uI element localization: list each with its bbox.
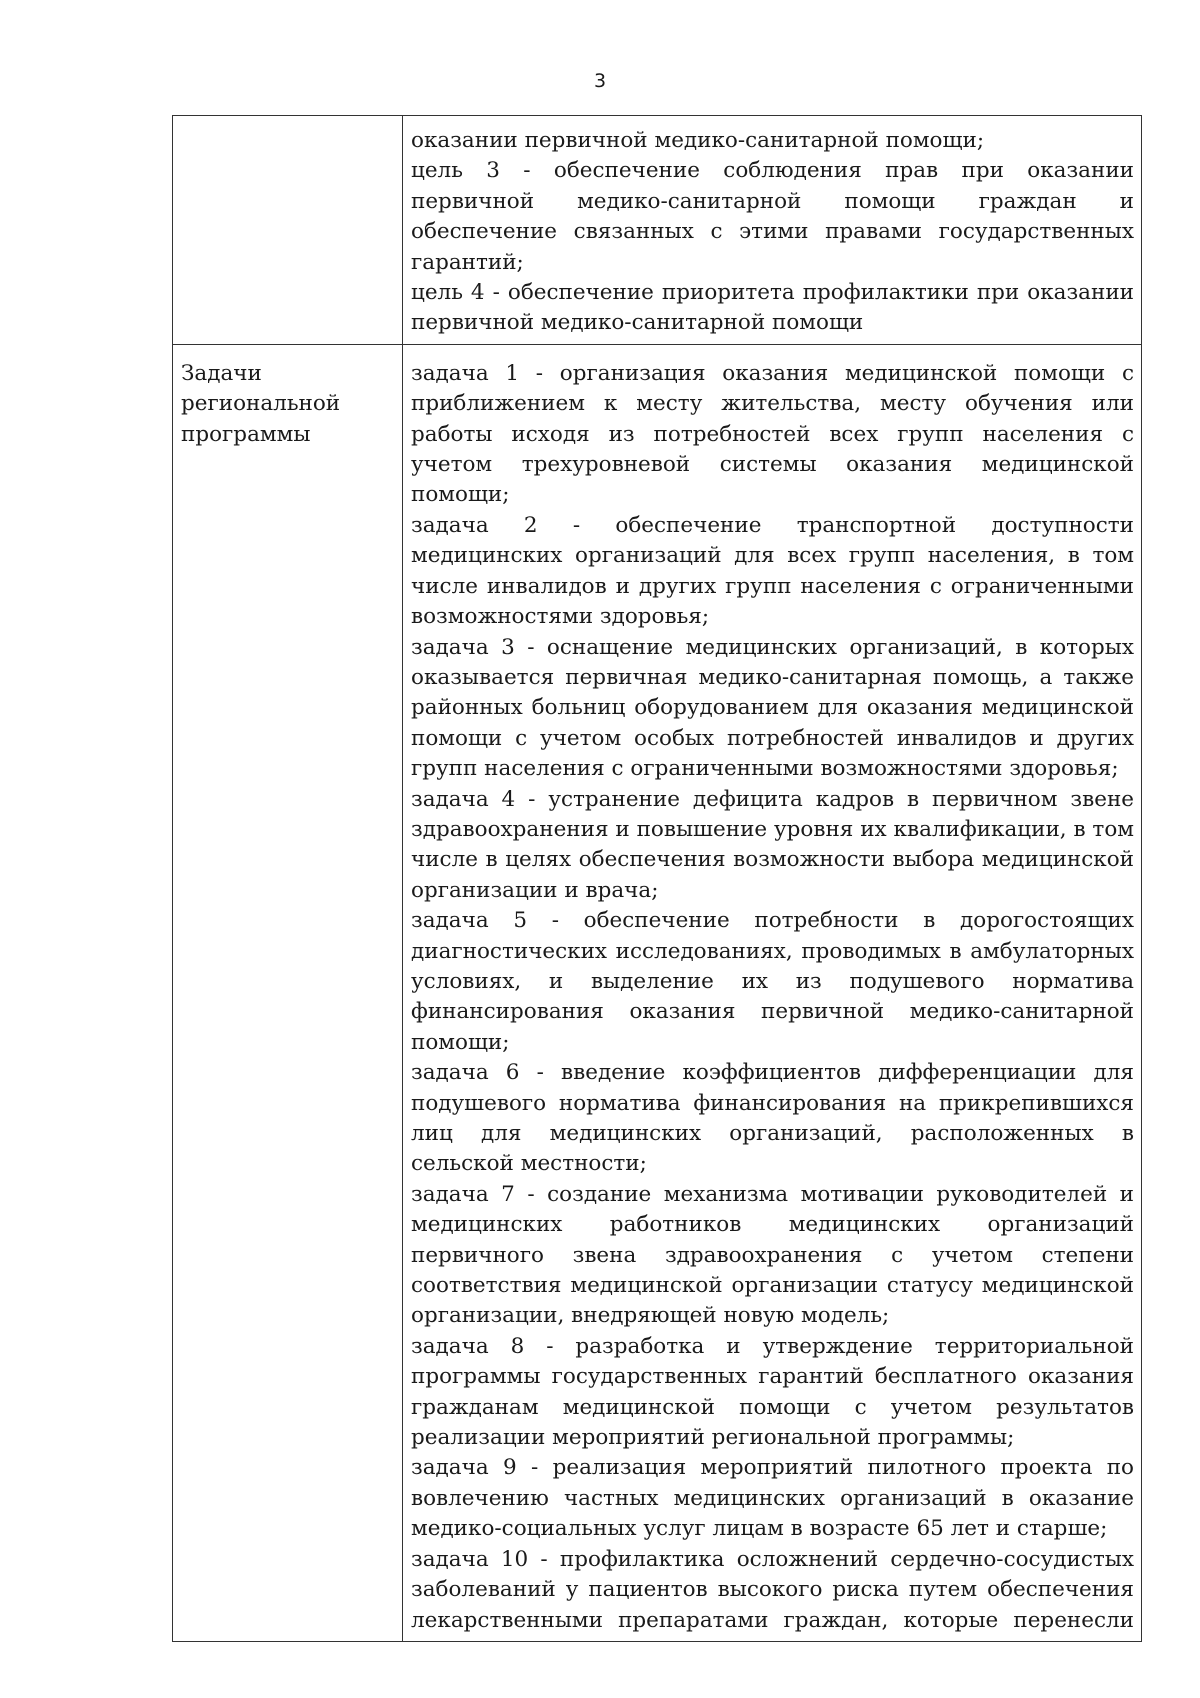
- row-label-tasks: Задачи региональной программы: [173, 344, 403, 1641]
- goal-paragraph: цель 4 - обеспечение приоритета профилактики при оказании первичной медико-санитарной помощи: [411, 280, 1134, 336]
- task-paragraph: задача 8 - разработка и утверждение территориальной программы государственных гарантий бесплатного оказания гражданам медицинской помощи с учетом результатов реализации мероприятий региональной программы;: [411, 1333, 1134, 1451]
- task-paragraph: задача 1 - организация оказания медицинской помощи с приближением к месту жительства, месту обучения или работы исходя из потребностей всех групп населения с учетом трехуровневой системы оказания медицинской помощи;: [411, 360, 1134, 508]
- task-paragraph: задача 3 - оснащение медицинских организаций, в которых оказывается первичная медико-санитарная помощь, а также районных больниц оборудованием для оказания медицинской помощи с учетом особых потребностей инвалидов и других групп населения с ограниченными возможностями здоровья;: [411, 634, 1134, 782]
- page-number: 3: [593, 70, 607, 92]
- task-paragraph: задача 10 - профилактика осложнений сердечно-сосудистых заболеваний у пациентов высокого риска путем обеспечения лекарственными препаратами граждан, которые перенесли: [411, 1546, 1134, 1633]
- goal-paragraph: оказании первичной медико-санитарной помощи;: [411, 128, 985, 153]
- goal-paragraph: цель 3 - обеспечение соблюдения прав при оказании первичной медико-санитарной помощи граждан и обеспечение связанных с этими правами государственных гарантий;: [411, 158, 1134, 275]
- task-paragraph: задача 6 - введение коэффициентов дифференциации для подушевого норматива финансирования на прикрепившихся лиц для медицинских организаций, расположенных в сельской местности;: [411, 1060, 1134, 1177]
- table-row-goals: [173, 116, 1142, 345]
- tasks-cell: [403, 344, 1142, 1641]
- table-row-tasks: [173, 344, 1142, 1641]
- task-paragraph: задача 7 - создание механизма мотивации руководителей и медицинских работников медицинских организаций первичного звена здравоохранения с учетом степени соответствия медицинской организации статусу медицинской организации, внедряющей новую модель;: [411, 1181, 1134, 1329]
- task-paragraph: задача 5 - обеспечение потребности в дорогостоящих диагностических исследованиях, проводимых в амбулаторных условиях, и выделение их из подушевого норматива финансирования оказания первичной медико-санитарной помощи;: [411, 908, 1134, 1055]
- task-paragraph: задача 2 - обеспечение транспортной доступности медицинских организаций для всех групп населения, в том числе инвалидов и других групп населения с ограниченными возможностями здоровья;: [411, 512, 1134, 630]
- task-paragraph: задача 4 - устранение дефицита кадров в первичном звене здравоохранения и повышение уровня их квалификации, в том числе в целях обеспечения возможности выбора медицинской организации и врача;: [411, 786, 1134, 903]
- goals-cell: [403, 116, 1142, 345]
- program-table: [172, 115, 1142, 1642]
- task-paragraph: задача 9 - реализация мероприятий пилотного проекта по вовлечению частных медицинских организаций в оказание медико-социальных услуг лицам в возрасте 65 лет и старше;: [411, 1455, 1134, 1542]
- row-label-empty: [173, 116, 403, 345]
